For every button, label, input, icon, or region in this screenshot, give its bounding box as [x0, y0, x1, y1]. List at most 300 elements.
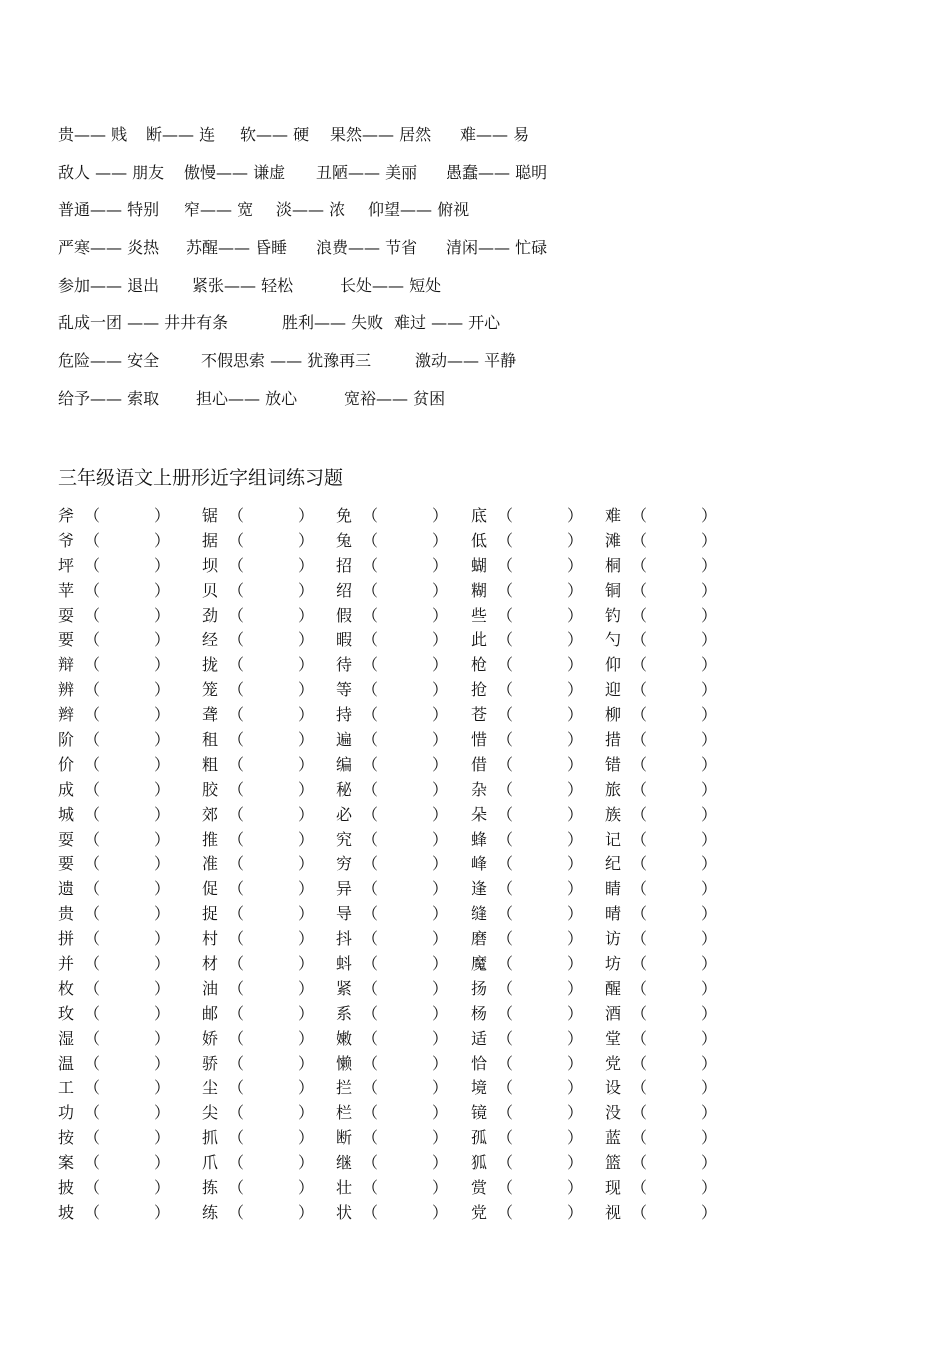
character-label: 促	[202, 879, 219, 899]
close-paren: ）	[154, 829, 171, 849]
close-paren: ）	[298, 1028, 315, 1048]
open-paren: （	[497, 1028, 514, 1048]
close-paren: ）	[298, 754, 315, 774]
open-paren: （	[497, 1178, 514, 1198]
antonym-pair: 仰望—— 俯视	[368, 200, 470, 220]
character-label: 按	[58, 1128, 75, 1148]
character-label: 魔	[471, 954, 488, 974]
open-paren: （	[84, 655, 101, 675]
open-paren: （	[228, 705, 245, 725]
antonym-pair: 胜利—— 失败	[282, 313, 384, 333]
open-paren: （	[497, 1153, 514, 1173]
character-label: 贵	[58, 904, 75, 924]
close-paren: ）	[567, 580, 584, 600]
open-paren: （	[228, 630, 245, 650]
character-label: 镜	[471, 1103, 488, 1123]
open-paren: （	[497, 1202, 514, 1222]
open-paren: （	[631, 705, 648, 725]
character-label: 待	[336, 655, 353, 675]
close-paren: ）	[567, 754, 584, 774]
antonym-pair: 危险—— 安全	[58, 351, 160, 371]
open-paren: （	[362, 929, 379, 949]
character-label: 抖	[336, 929, 353, 949]
close-paren: ）	[701, 1078, 718, 1098]
close-paren: ）	[567, 605, 584, 625]
character-label: 阶	[58, 730, 75, 750]
character-label: 此	[471, 630, 488, 650]
open-paren: （	[228, 804, 245, 824]
close-paren: ）	[154, 1078, 171, 1098]
close-paren: ）	[298, 730, 315, 750]
antonym-line	[58, 271, 898, 309]
character-label: 抓	[202, 1128, 219, 1148]
close-paren: ）	[298, 929, 315, 949]
antonym-pair: 普通—— 特别	[58, 200, 160, 220]
close-paren: ）	[701, 779, 718, 799]
open-paren: （	[631, 655, 648, 675]
character-label: 党	[605, 1053, 622, 1073]
character-label: 钓	[605, 605, 622, 625]
open-paren: （	[631, 680, 648, 700]
character-label: 族	[605, 804, 622, 824]
close-paren: ）	[154, 506, 171, 525]
close-paren: ）	[567, 1103, 584, 1123]
close-paren: ）	[154, 804, 171, 824]
character-label: 拢	[202, 655, 219, 675]
character-label: 蝴	[471, 555, 488, 575]
character-label: 拦	[336, 1078, 353, 1098]
close-paren: ）	[567, 779, 584, 799]
character-label: 尘	[202, 1078, 219, 1098]
character-label: 湿	[58, 1028, 75, 1048]
close-paren: ）	[154, 954, 171, 974]
open-paren: （	[228, 1103, 245, 1123]
antonym-pair: 愚蠢—— 聪明	[446, 162, 548, 182]
character-label: 断	[336, 1128, 353, 1148]
close-paren: ）	[154, 630, 171, 650]
character-label: 设	[605, 1078, 622, 1098]
character-label: 尖	[202, 1103, 219, 1123]
character-label: 糊	[471, 580, 488, 600]
character-label: 柳	[605, 705, 622, 725]
open-paren: （	[228, 829, 245, 849]
close-paren: ）	[298, 1003, 315, 1023]
character-label: 旅	[605, 779, 622, 799]
close-paren: ）	[567, 854, 584, 874]
character-label: 醒	[605, 978, 622, 998]
close-paren: ）	[298, 705, 315, 725]
character-label: 纪	[605, 854, 622, 874]
open-paren: （	[497, 879, 514, 899]
close-paren: ）	[567, 804, 584, 824]
character-label: 蓝	[605, 1128, 622, 1148]
open-paren: （	[631, 879, 648, 899]
character-label: 拣	[202, 1178, 219, 1198]
close-paren: ）	[567, 730, 584, 750]
close-paren: ）	[154, 655, 171, 675]
close-paren: ）	[298, 655, 315, 675]
close-paren: ）	[701, 655, 718, 675]
open-paren: （	[497, 1128, 514, 1148]
character-label: 桐	[605, 555, 622, 575]
close-paren: ）	[154, 1028, 171, 1048]
close-paren: ）	[298, 854, 315, 874]
open-paren: （	[497, 854, 514, 874]
open-paren: （	[84, 804, 101, 824]
character-label: 坡	[58, 1202, 75, 1222]
character-label: 假	[336, 605, 353, 625]
close-paren: ）	[701, 1103, 718, 1123]
close-paren: ）	[154, 705, 171, 725]
character-label: 朵	[471, 804, 488, 824]
antonym-line	[58, 308, 898, 346]
close-paren: ）	[154, 1003, 171, 1023]
open-paren: （	[631, 754, 648, 774]
open-paren: （	[228, 1128, 245, 1148]
character-label: 爪	[202, 1153, 219, 1173]
open-paren: （	[228, 680, 245, 700]
character-label: 遗	[58, 879, 75, 899]
character-label: 篮	[605, 1153, 622, 1173]
close-paren: ）	[298, 779, 315, 799]
open-paren: （	[497, 630, 514, 650]
character-label: 胶	[202, 779, 219, 799]
close-paren: ）	[701, 978, 718, 998]
character-label: 练	[202, 1202, 219, 1222]
close-paren: ）	[432, 1103, 449, 1123]
close-paren: ）	[154, 680, 171, 700]
close-paren: ）	[567, 829, 584, 849]
antonym-pair: 宽裕—— 贫困	[344, 388, 446, 408]
antonym-pair: 清闲—— 忙碌	[446, 238, 548, 258]
close-paren: ）	[701, 829, 718, 849]
character-label: 系	[336, 1003, 353, 1023]
character-label: 要	[58, 630, 75, 650]
character-label: 记	[605, 829, 622, 849]
open-paren: （	[362, 680, 379, 700]
close-paren: ）	[701, 1028, 718, 1048]
character-label: 玫	[58, 1003, 75, 1023]
open-paren: （	[497, 978, 514, 998]
close-paren: ）	[567, 655, 584, 675]
antonym-pair: 担心—— 放心	[196, 388, 298, 408]
open-paren: （	[362, 779, 379, 799]
close-paren: ）	[701, 1202, 718, 1222]
character-label: 村	[202, 929, 219, 949]
character-label: 必	[336, 804, 353, 824]
character-label: 壮	[336, 1178, 353, 1198]
close-paren: ）	[567, 530, 584, 550]
close-paren: ）	[298, 978, 315, 998]
close-paren: ）	[298, 1128, 315, 1148]
close-paren: ）	[432, 1078, 449, 1098]
character-label: 免	[336, 506, 353, 525]
antonym-line	[58, 120, 898, 158]
open-paren: （	[84, 506, 101, 525]
character-label: 等	[336, 680, 353, 700]
open-paren: （	[631, 555, 648, 575]
open-paren: （	[228, 580, 245, 600]
antonym-pair: 严寒—— 炎热	[58, 238, 160, 258]
character-label: 异	[336, 879, 353, 899]
open-paren: （	[362, 1103, 379, 1123]
character-label: 成	[58, 779, 75, 799]
open-paren: （	[497, 555, 514, 575]
close-paren: ）	[432, 580, 449, 600]
character-label: 晴	[605, 904, 622, 924]
close-paren: ）	[154, 854, 171, 874]
character-label: 郊	[202, 804, 219, 824]
close-paren: ）	[701, 555, 718, 575]
character-label: 穷	[336, 854, 353, 874]
open-paren: （	[631, 1078, 648, 1098]
open-paren: （	[228, 555, 245, 575]
open-paren: （	[362, 1078, 379, 1098]
open-paren: （	[497, 705, 514, 725]
close-paren: ）	[432, 506, 449, 525]
open-paren: （	[84, 555, 101, 575]
close-paren: ）	[154, 978, 171, 998]
close-paren: ）	[567, 1202, 584, 1222]
close-paren: ）	[154, 1153, 171, 1173]
antonym-line	[58, 233, 898, 271]
close-paren: ）	[298, 555, 315, 575]
open-paren: （	[362, 1053, 379, 1073]
close-paren: ）	[567, 1003, 584, 1023]
close-paren: ）	[432, 1053, 449, 1073]
character-label: 邮	[202, 1003, 219, 1023]
close-paren: ）	[432, 680, 449, 700]
character-label: 孤	[471, 1128, 488, 1148]
open-paren: （	[84, 605, 101, 625]
character-label: 扬	[471, 978, 488, 998]
close-paren: ）	[432, 829, 449, 849]
open-paren: （	[84, 530, 101, 550]
open-paren: （	[228, 754, 245, 774]
open-paren: （	[228, 730, 245, 750]
character-label: 笼	[202, 680, 219, 700]
antonym-pair: 软—— 硬	[240, 125, 310, 144]
close-paren: ）	[701, 680, 718, 700]
open-paren: （	[84, 978, 101, 998]
character-label: 措	[605, 730, 622, 750]
open-paren: （	[362, 954, 379, 974]
open-paren: （	[84, 680, 101, 700]
character-label: 功	[58, 1103, 75, 1123]
antonym-pair: 敌人 —— 朋友	[58, 162, 165, 182]
character-label: 劲	[202, 605, 219, 625]
close-paren: ）	[432, 929, 449, 949]
close-paren: ）	[154, 1202, 171, 1222]
open-paren: （	[228, 506, 245, 525]
close-paren: ）	[567, 1078, 584, 1098]
close-paren: ）	[298, 829, 315, 849]
close-paren: ）	[298, 680, 315, 700]
close-paren: ）	[567, 954, 584, 974]
close-paren: ）	[701, 754, 718, 774]
open-paren: （	[84, 1028, 101, 1048]
close-paren: ）	[298, 804, 315, 824]
open-paren: （	[631, 1128, 648, 1148]
open-paren: （	[84, 1178, 101, 1198]
open-paren: （	[631, 1053, 648, 1073]
close-paren: ）	[432, 555, 449, 575]
open-paren: （	[497, 754, 514, 774]
character-label: 兔	[336, 530, 353, 550]
open-paren: （	[362, 829, 379, 849]
character-label: 拼	[58, 929, 75, 949]
open-paren: （	[362, 978, 379, 998]
character-label: 捉	[202, 904, 219, 924]
character-label: 持	[336, 705, 353, 725]
character-label: 逢	[471, 879, 488, 899]
close-paren: ）	[298, 1178, 315, 1198]
character-label: 堂	[605, 1028, 622, 1048]
character-label: 枚	[58, 978, 75, 998]
character-label: 坝	[202, 555, 219, 575]
close-paren: ）	[701, 630, 718, 650]
antonym-pair: 浪费—— 节省	[316, 238, 418, 258]
open-paren: （	[631, 978, 648, 998]
open-paren: （	[631, 1103, 648, 1123]
open-paren: （	[84, 1103, 101, 1123]
close-paren: ）	[567, 506, 584, 525]
open-paren: （	[631, 630, 648, 650]
character-label: 低	[471, 530, 488, 550]
open-paren: （	[497, 655, 514, 675]
close-paren: ）	[432, 530, 449, 550]
character-label: 枪	[471, 655, 488, 675]
open-paren: （	[497, 829, 514, 849]
open-paren: （	[362, 1178, 379, 1198]
open-paren: （	[362, 1028, 379, 1048]
open-paren: （	[84, 879, 101, 899]
character-label: 继	[336, 1153, 353, 1173]
character-label: 紧	[336, 978, 353, 998]
close-paren: ）	[701, 1053, 718, 1073]
close-paren: ）	[567, 904, 584, 924]
open-paren: （	[631, 1028, 648, 1048]
close-paren: ）	[432, 655, 449, 675]
antonym-line	[58, 346, 898, 384]
open-paren: （	[497, 1053, 514, 1073]
character-label: 暇	[336, 630, 353, 650]
close-paren: ）	[567, 680, 584, 700]
open-paren: （	[228, 904, 245, 924]
open-paren: （	[362, 530, 379, 550]
open-paren: （	[228, 1053, 245, 1073]
character-label: 迎	[605, 680, 622, 700]
open-paren: （	[228, 1153, 245, 1173]
close-paren: ）	[432, 854, 449, 874]
antonym-pair: 苏醒—— 昏睡	[186, 238, 288, 258]
close-paren: ）	[154, 1128, 171, 1148]
character-label: 骄	[202, 1053, 219, 1073]
close-paren: ）	[298, 1103, 315, 1123]
character-label: 据	[202, 530, 219, 550]
antonym-pair: 长处—— 短处	[340, 275, 442, 295]
close-paren: ）	[432, 978, 449, 998]
character-label: 耍	[58, 829, 75, 849]
character-label: 究	[336, 829, 353, 849]
open-paren: （	[631, 904, 648, 924]
open-paren: （	[228, 1003, 245, 1023]
close-paren: ）	[432, 1153, 449, 1173]
close-paren: ）	[567, 555, 584, 575]
character-label: 辫	[58, 705, 75, 725]
open-paren: （	[362, 1128, 379, 1148]
close-paren: ）	[432, 804, 449, 824]
character-label: 底	[471, 506, 488, 525]
character-label: 并	[58, 954, 75, 974]
character-label: 峰	[471, 854, 488, 874]
open-paren: （	[497, 904, 514, 924]
open-paren: （	[84, 630, 101, 650]
close-paren: ）	[154, 730, 171, 750]
open-paren: （	[631, 1202, 648, 1222]
open-paren: （	[631, 854, 648, 874]
character-label: 遍	[336, 730, 353, 750]
character-label: 些	[471, 605, 488, 625]
open-paren: （	[497, 929, 514, 949]
character-label: 境	[471, 1078, 488, 1098]
character-label: 案	[58, 1153, 75, 1173]
close-paren: ）	[432, 754, 449, 774]
open-paren: （	[362, 904, 379, 924]
antonym-pair: 傲慢—— 谦虚	[184, 162, 286, 182]
character-label: 娇	[202, 1028, 219, 1048]
antonym-pair: 断—— 连	[146, 125, 216, 144]
character-label: 访	[605, 929, 622, 949]
open-paren: （	[84, 954, 101, 974]
character-label: 赏	[471, 1178, 488, 1198]
antonym-pair: 难—— 易	[460, 125, 530, 144]
close-paren: ）	[154, 1053, 171, 1073]
open-paren: （	[228, 530, 245, 550]
character-label: 杨	[471, 1003, 488, 1023]
close-paren: ）	[701, 854, 718, 874]
close-paren: ）	[154, 904, 171, 924]
character-label: 滩	[605, 530, 622, 550]
character-label: 材	[202, 954, 219, 974]
open-paren: （	[631, 605, 648, 625]
character-label: 爷	[58, 530, 75, 550]
character-label: 披	[58, 1178, 75, 1198]
close-paren: ）	[567, 1153, 584, 1173]
character-label: 现	[605, 1178, 622, 1198]
close-paren: ）	[154, 879, 171, 899]
open-paren: （	[362, 1003, 379, 1023]
open-paren: （	[84, 1078, 101, 1098]
open-paren: （	[84, 929, 101, 949]
open-paren: （	[228, 929, 245, 949]
antonym-pair: 贵—— 贱	[58, 125, 128, 144]
open-paren: （	[84, 1003, 101, 1023]
open-paren: （	[631, 1153, 648, 1173]
antonym-pair: 参加—— 退出	[58, 275, 160, 295]
antonym-pair: 紧张—— 轻松	[192, 275, 294, 295]
open-paren: （	[84, 1202, 101, 1222]
close-paren: ）	[432, 1202, 449, 1222]
character-label: 酒	[605, 1003, 622, 1023]
open-paren: （	[631, 530, 648, 550]
character-label: 坊	[605, 954, 622, 974]
character-label: 耍	[58, 605, 75, 625]
character-label: 价	[58, 754, 75, 774]
close-paren: ）	[567, 978, 584, 998]
open-paren: （	[228, 978, 245, 998]
character-label: 懒	[336, 1053, 353, 1073]
